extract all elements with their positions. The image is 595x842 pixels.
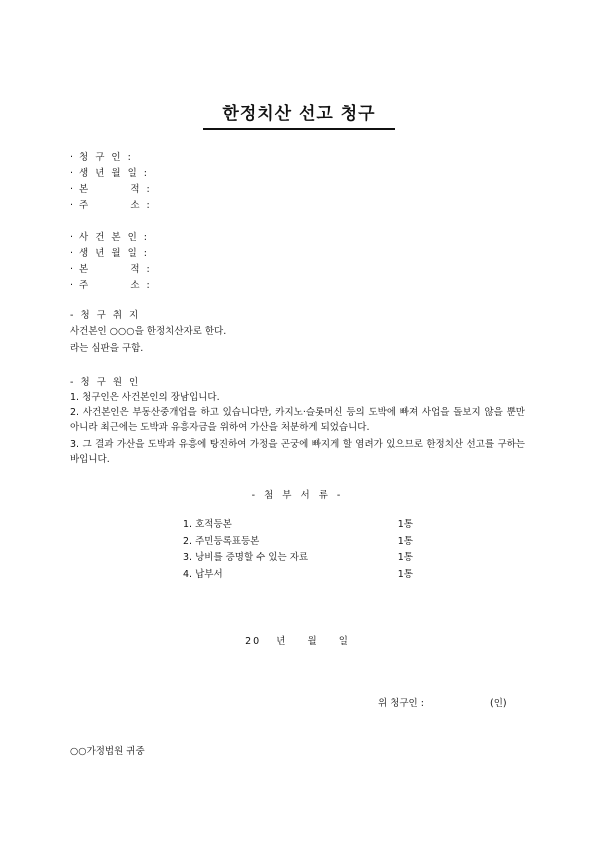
bullet: · [70,264,74,275]
cause-item-3: 3. 그 결과 가산을 도박과 유흥에 탕진하여 가정을 곤궁에 빠지게 할 염려가 있으므로 한정치산 선고를 구하는 바입니다. [70,439,525,465]
subject-name-label: 사 건 본 인 : [79,232,149,243]
document-title: 한정치산 선고 청구 [222,104,376,124]
attachment-name: 2. 주민등록표등본 [183,536,260,547]
attachment-count: 1통 [397,519,413,530]
attachment-name: 3. 낭비를 증명할 수 있는 자료 [183,552,309,563]
claimant-birth-field [70,168,149,180]
attachment-name: 1. 호적등본 [183,519,232,530]
bullet: · [70,200,74,211]
attachment-name: 4. 납부서 [183,569,223,580]
purpose-line-1: 사건본인 ○○○을 한정치산자로 한다. [70,326,227,337]
attachment-count: 1통 [397,569,413,580]
attachments-heading: - 첨 부 서 류 - [251,490,344,501]
claimant-address-label: 주 소 : [79,200,152,211]
subject-address-label: 주 소 : [79,280,152,291]
attachment-row [183,536,413,548]
bullet: · [70,248,74,259]
attachment-row [183,569,413,581]
bullet: · [70,184,74,195]
bullet: · [70,152,74,163]
filing-date: 20 년 월 일 [245,636,350,647]
subject-birth-field [70,248,149,260]
cause-item-1: 1. 청구인은 사건본인의 장남입니다. [70,392,220,403]
cause-heading: - 청 구 원 인 [70,377,141,388]
subject-domicile-label: 본 적 : [79,264,152,275]
attachment-count: 1통 [397,552,413,563]
seal-mark: (인) [490,698,507,709]
cause-item-2: 2. 사건본인은 부동산중개업을 하고 있습니다만, 카지노·슬롯머신 등의 도박에 빠져 사업을 돌보지 않을 뿐만 아니라 최근에는 도박과 유흥자금을 위하여 가산을 처분하게 되었습니다. [70,407,525,433]
bullet: · [70,280,74,291]
subject-address-field [70,280,152,292]
attachment-row [183,552,413,564]
claimant-birth-label: 생 년 월 일 : [79,168,149,179]
signature-label: 위 청구인 : [378,698,424,709]
attachment-row [183,519,413,531]
court-addressee: ○○가정법원 귀중 [70,746,145,757]
bullet: · [70,232,74,243]
purpose-heading: - 청 구 취 지 [70,310,141,321]
claimant-address-field [70,200,152,212]
title-block [203,102,395,126]
claimant-domicile-label: 본 적 : [79,184,152,195]
signature-line [378,695,507,709]
subject-birth-label: 생 년 월 일 : [79,248,149,259]
claimant-name-field [70,152,133,164]
claimant-name-label: 청 구 인 : [79,152,133,163]
attachment-count: 1통 [397,536,413,547]
title-underline [203,128,395,130]
claimant-domicile-field [70,184,152,196]
purpose-line-2: 라는 심판을 구함. [70,343,144,354]
subject-domicile-field [70,264,152,276]
subject-name-field [70,232,149,244]
bullet: · [70,168,74,179]
